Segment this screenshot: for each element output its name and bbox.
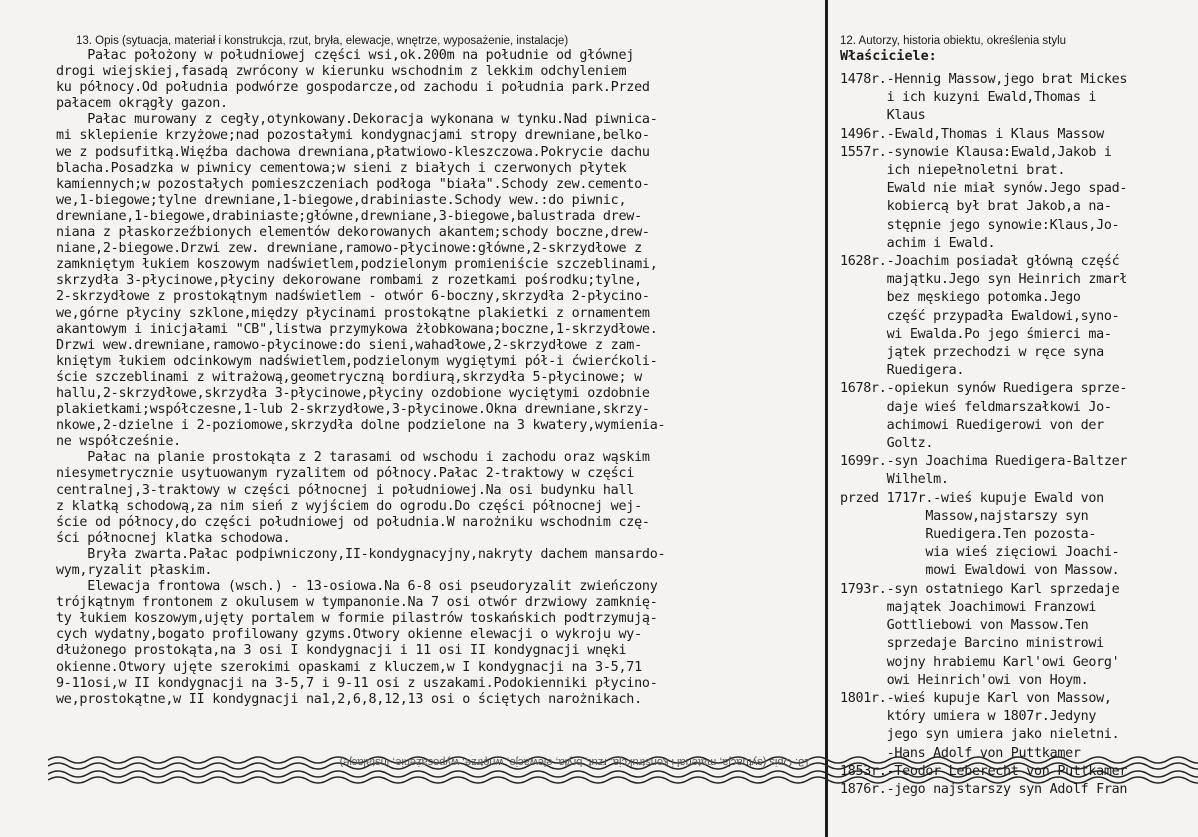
- owner-line: Ruedigera.Ten pozosta-: [840, 527, 1097, 543]
- owner-line: wojny hrabiemu Karl'owi Georg': [840, 654, 1120, 670]
- description-paragraph: [56, 48, 830, 112]
- text-line: ne współcześnie.: [56, 434, 181, 450]
- text-line: dłużonego prostokąta,na 3 osi I kondygnacji i 11 osi II kondygnacji wnęki: [56, 643, 627, 659]
- text-line: ku północy.Od południa podwórze gospodarcze,od zachodu i południa park.Przed: [56, 80, 650, 96]
- text-line: ście szczeblinami z witrażową,geometryczną bordiurą,skrzydła 5-płycinowe; w: [56, 369, 642, 385]
- owner-line: achimowi Ruedigerowi von der: [840, 417, 1104, 433]
- text-line: akantowym i inicjałami "CB",listwa przymykowa żłobkowana;boczne,1-skrzydłowe.: [56, 321, 658, 337]
- text-line: skrzydła 3-płycinowe,płyciny dekorowane rombami z rozetkami pośrodku;tylne,: [56, 273, 642, 289]
- owner-line: majątek Joachimowi Franzowi: [840, 599, 1097, 615]
- owner-line: wi Ewalda.Po jego śmierci ma-: [840, 326, 1112, 342]
- owner-line: jego syn umiera jako nieletni.: [840, 727, 1120, 743]
- text-line: kniętym łukiem odcinkowym nadświetlem,podzielonym wygiętymi pół-i ćwierćkoli-: [56, 353, 658, 369]
- section-13-header: 13. Opis (sytuacja, materiał i konstrukcja, rzut, bryła, elewacje, wnętrze, wyposażenie, instalacje): [76, 35, 569, 47]
- text-line: we,górne płyciny szklone,między płycinami prostokątne plakietki z ornamentem: [56, 305, 650, 321]
- text-line: hallu,2-skrzydłowe,skrzydła 3-płycinowe,płyciny ozdobione wyciętymi ozdobnie: [56, 385, 650, 401]
- owner-line: jątek przechodzi w ręce syna: [840, 345, 1104, 361]
- text-line: 2-skrzydłowe z prostokątnym nadświetlem - otwór 6-boczny,skrzydła 2-płycino-: [56, 289, 650, 305]
- description-paragraph: [56, 547, 830, 579]
- owner-line: bez męskiego potomka.Jego: [840, 290, 1081, 306]
- owner-line: kobiercą był brat Jakob,a na-: [840, 199, 1112, 215]
- owner-entry: [840, 71, 1190, 126]
- text-line: plakietkami;współczesne,1-lub 2-skrzydłowe,3-płycinowe.Okna drewniane,skrzy-: [56, 402, 650, 418]
- owner-line: 1793r.-syn ostatniego Karl sprzedaje: [840, 581, 1120, 597]
- owner-entry: [840, 581, 1190, 690]
- section-12-header: 12. Autorzy, historia obiektu, określenia stylu: [840, 35, 1067, 47]
- owner-line: wia wieś zięciowi Joachi-: [840, 545, 1120, 561]
- text-line: we,1-biegowe;tylne drewniane,1-biegowe,drabiniaste.Schody wew.:do piwnic,: [56, 192, 627, 208]
- owner-line: -Hans Adolf von Puttkamer: [840, 745, 1081, 761]
- owner-line: mowi Ewaldowi von Massow.: [840, 563, 1120, 579]
- text-line: centralnej,3-traktowy w części północnej i południowej.Na osi budynku hall: [56, 482, 635, 498]
- owner-line: 1699r.-syn Joachima Ruedigera-Baltzer: [840, 454, 1128, 470]
- text-line: drogi wiejskiej,fasadą zwrócony w kierunku wschodnim z lekkim odchyleniem: [56, 64, 627, 80]
- text-line: pałacem okrągły gazon.: [56, 96, 228, 112]
- text-line: kamiennych;w pozostałych pomieszczeniach podłoga "biała".Schody zew.cemento-: [56, 176, 650, 192]
- owner-line: sprzedaje Barcino ministrowi: [840, 636, 1104, 652]
- owner-line: przed 1717r.-wieś kupuje Ewald von: [840, 490, 1104, 506]
- owner-line: Klaus: [840, 108, 926, 124]
- text-line: mi sklepienie krzyżowe;nad pozostałymi kondygnacjami stropy drewniane,belko-: [56, 128, 650, 144]
- description-paragraph: [56, 450, 830, 547]
- owner-line: 1557r.-synowie Klausa:Ewald,Jakob i: [840, 144, 1112, 160]
- owner-line: Ewald nie miał synów.Jego spad-: [840, 181, 1128, 197]
- text-line: niesymetrycznie usytuowanym ryzalitem od północy.Pałac 2-traktowy w części: [56, 466, 635, 482]
- text-line: Pałac murowany z cegły,otynkowany.Dekoracja wykonana w tynku.Nad piwnica-: [56, 112, 658, 128]
- text-line: cych wydatny,bogato profilowany gzyms.Otwory okienne elewacji o wykroju wy-: [56, 627, 642, 643]
- owner-entry: [840, 126, 1190, 144]
- owners-list: [840, 71, 1190, 799]
- owner-entry: [840, 144, 1190, 253]
- owner-line: Ruedigera.: [840, 363, 965, 379]
- mirrored-bleedthrough-text: 13. Opis (sytuacja, materiał i konstrukcja, rzut, bryła, elewacje, wnętrze, wyposażenie, instalacje): [339, 756, 811, 768]
- owner-line: majątku.Jego syn Heinrich zmarł: [840, 272, 1128, 288]
- owner-line: Gottliebowi von Massow.Ten: [840, 618, 1089, 634]
- description-column: [56, 34, 830, 708]
- owner-line: 1678r.-opiekun synów Ruedigera sprze-: [840, 381, 1128, 397]
- text-line: blacha.Posadzka w piwnicy cementowa;w sieni z białych i czerwonych płytek: [56, 160, 627, 176]
- text-line: wym,ryzalit płaskim.: [56, 563, 213, 578]
- text-line: z klatką schodową,za nim sień z wyjściem do ogrodu.Do części północnej wej-: [56, 498, 642, 514]
- owner-line: 1628r.-Joachim posiadał główną część: [840, 254, 1120, 270]
- owner-line: ich niepełnoletni brat.: [840, 163, 1066, 179]
- owner-line: daje wieś feldmarszałkowi Jo-: [840, 399, 1112, 415]
- owner-line: 1876r.-jego najstarszy syn Adolf Fran: [840, 781, 1128, 797]
- text-line: Pałac położony w południowej części wsi,ok.200m na południe od głównej: [56, 48, 635, 63]
- text-line: trójkątnym frontonem z okulusem w tympanonie.Na 7 osi otwór drzwiowy zamknię-: [56, 595, 658, 611]
- text-line: okienne.Otwory ujęte szerokimi opaskami z kluczem,w I kondygnacji na 3-5,71: [56, 659, 642, 675]
- owner-line: Goltz.: [840, 436, 934, 452]
- owner-line: i ich kuzyni Ewald,Thomas i: [840, 90, 1097, 106]
- text-line: we,prostokątne,w II kondygnacji na1,2,6,8,12,13 osi o ściętych narożnikach.: [56, 691, 642, 707]
- text-line: we z podsufitką.Więźba dachowa drewniana,płatwiowo-kleszczowa.Pokrycie dachu: [56, 144, 650, 160]
- owner-line: 1801r.-wieś kupuje Karl von Massow,: [840, 690, 1112, 706]
- owner-line: 1496r.-Ewald,Thomas i Klaus Massow: [840, 126, 1104, 142]
- owner-entry: [840, 453, 1190, 489]
- owner-line: który umiera w 1807r.Jedyny: [840, 709, 1097, 725]
- description-paragraph: [56, 112, 830, 450]
- text-line: zamkniętym łukiem koszowym nadświetlem,podzielonym promieniście szczeblinami,: [56, 257, 658, 273]
- text-line: nkowe,2-dzielne i 2-poziomowe,skrzydła dolne podzielone na 3 kwatery,wymienia-: [56, 418, 666, 434]
- owner-line: 1853r.-Teodor Leberecht von Puttkamer: [840, 763, 1128, 779]
- text-line: niana z płaskorzeźbionych elementów dekorowanych akantem;schody boczne,drew-: [56, 225, 650, 241]
- text-line: drewniane,1-biegowe,drabiniaste;główne,drewniane,3-biegowe,balustrada drew-: [56, 208, 642, 224]
- owner-entry: [840, 490, 1190, 581]
- text-line: ście od północy,do części południowej od południa.W narożniku wschodnim czę-: [56, 514, 650, 530]
- owner-entry: [840, 253, 1190, 380]
- description-body: [56, 48, 830, 708]
- text-line: Elewacja frontowa (wsch.) - 13-osiowa.Na 6-8 osi pseudoryzalit zwieńczony: [56, 579, 658, 595]
- owner-line: achim i Ewald.: [840, 235, 996, 251]
- owner-line: Wilhelm.: [840, 472, 949, 488]
- text-line: niane,2-biegowe.Drzwi zew. drewniane,ramowo-płycinowe:główne,2-skrzydłowe z: [56, 241, 642, 257]
- text-line: Drzwi wew.drewniane,ramowo-płycinowe:do sieni,wahadłowe,2-skrzydłowe z zam-: [56, 337, 642, 353]
- owner-entry: [840, 380, 1190, 453]
- owner-line: owi Heinrich'owi von Hoym.: [840, 672, 1089, 688]
- text-line: Bryła zwarta.Pałac podpiwniczony,II-kondygnacyjny,nakryty dachem mansardo-: [56, 546, 666, 562]
- text-line: ści północnej klatka schodowa.: [56, 530, 291, 546]
- history-column: [840, 34, 1190, 799]
- description-paragraph: [56, 579, 830, 708]
- owner-line: część przypadła Ewaldowi,syno-: [840, 308, 1120, 324]
- owner-line: 1478r.-Hennig Massow,jego brat Mickes: [840, 72, 1128, 87]
- owners-title: Właściciele:: [840, 49, 937, 64]
- owner-line: stępnie jego synowie:Klaus,Jo-: [840, 217, 1120, 233]
- text-line: Pałac na planie prostokąta z 2 tarasami od wschodu i zachodu oraz wąskim: [56, 450, 650, 466]
- text-line: 9-11osi,w II kondygnacji na 3-5,7 i 9-11 osi z uszakami.Podokienniki płycino-: [56, 675, 658, 691]
- owner-line: Massow,najstarszy syn: [840, 508, 1089, 524]
- text-line: ty łukiem koszowym,ujęty portalem w formie pilastrów toskańskich podtrzymują-: [56, 611, 658, 627]
